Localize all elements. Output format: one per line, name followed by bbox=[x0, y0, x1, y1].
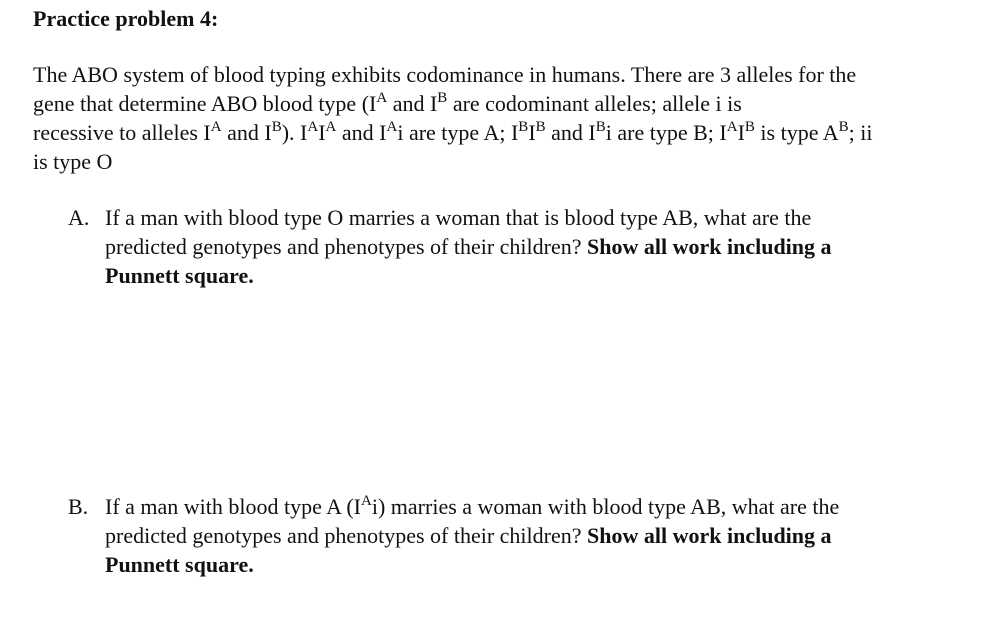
page-title: Practice problem 4: bbox=[33, 6, 219, 31]
allele-superscript: A bbox=[726, 118, 738, 135]
question-text: predicted genotypes and phenotypes of their children? bbox=[105, 523, 588, 548]
question-b-body bbox=[105, 492, 968, 579]
intro-paragraph bbox=[33, 60, 983, 176]
question-a-marker: A. bbox=[68, 205, 90, 230]
question-a bbox=[68, 203, 968, 290]
question-a-line-3 bbox=[105, 261, 968, 290]
intro-text: and I bbox=[221, 120, 272, 145]
intro-text: is type O bbox=[33, 149, 113, 174]
allele-superscript: A bbox=[325, 118, 337, 135]
question-a-body bbox=[105, 203, 968, 290]
intro-text: I bbox=[528, 120, 536, 145]
intro-text: I bbox=[737, 120, 745, 145]
allele-superscript: B bbox=[437, 89, 448, 106]
intro-text: and I bbox=[387, 91, 438, 116]
question-instruction-bold: Show all work including a bbox=[587, 234, 832, 259]
question-instruction-bold: Punnett square. bbox=[105, 263, 254, 288]
allele-superscript: B bbox=[271, 118, 282, 135]
question-b-line-2 bbox=[105, 521, 968, 550]
intro-text: gene that determine ABO blood type (I bbox=[33, 91, 377, 116]
question-b bbox=[68, 492, 968, 579]
allele-superscript: A bbox=[307, 118, 319, 135]
question-instruction-bold: Show all work including a bbox=[587, 523, 832, 548]
question-a-line-2 bbox=[105, 232, 968, 261]
allele-superscript: A bbox=[376, 89, 388, 106]
allele-superscript: B bbox=[535, 118, 546, 135]
question-text: If a man with blood type A (I bbox=[105, 494, 362, 519]
intro-line-3 bbox=[33, 118, 983, 147]
intro-text: i are type B; I bbox=[605, 120, 727, 145]
allele-superscript: B bbox=[518, 118, 529, 135]
allele-superscript: B bbox=[838, 118, 849, 135]
question-b-line-3 bbox=[105, 550, 968, 579]
intro-text: recessive to alleles I bbox=[33, 120, 211, 145]
allele-superscript: A bbox=[210, 118, 222, 135]
intro-text: is type A bbox=[754, 120, 839, 145]
allele-superscript: B bbox=[744, 118, 755, 135]
intro-text: The ABO system of blood typing exhibits codominance in humans. There are 3 alleles for the bbox=[33, 62, 857, 87]
allele-superscript: B bbox=[595, 118, 606, 135]
question-b-line-1 bbox=[105, 492, 968, 521]
intro-text: I bbox=[318, 120, 326, 145]
question-text: predicted genotypes and phenotypes of their children? bbox=[105, 234, 588, 259]
intro-line-4 bbox=[33, 147, 983, 176]
intro-text: are codominant alleles; allele i is bbox=[447, 91, 742, 116]
question-instruction-bold: Punnett square. bbox=[105, 552, 254, 577]
question-text: If a man with blood type O marries a woman that is blood type AB, what are the bbox=[105, 205, 812, 230]
intro-text: i are type A; I bbox=[397, 120, 519, 145]
allele-superscript: A bbox=[361, 492, 372, 509]
intro-text: ; ii bbox=[848, 120, 873, 145]
question-a-line-1 bbox=[105, 203, 968, 232]
question-text: i) marries a woman with blood type AB, what are the bbox=[371, 494, 840, 519]
question-b-marker: B. bbox=[68, 494, 89, 519]
intro-line-2 bbox=[33, 89, 983, 118]
intro-text: ). I bbox=[281, 120, 308, 145]
allele-superscript: A bbox=[386, 118, 398, 135]
intro-text: and I bbox=[545, 120, 596, 145]
intro-line-1 bbox=[33, 60, 983, 89]
intro-text: and I bbox=[336, 120, 387, 145]
